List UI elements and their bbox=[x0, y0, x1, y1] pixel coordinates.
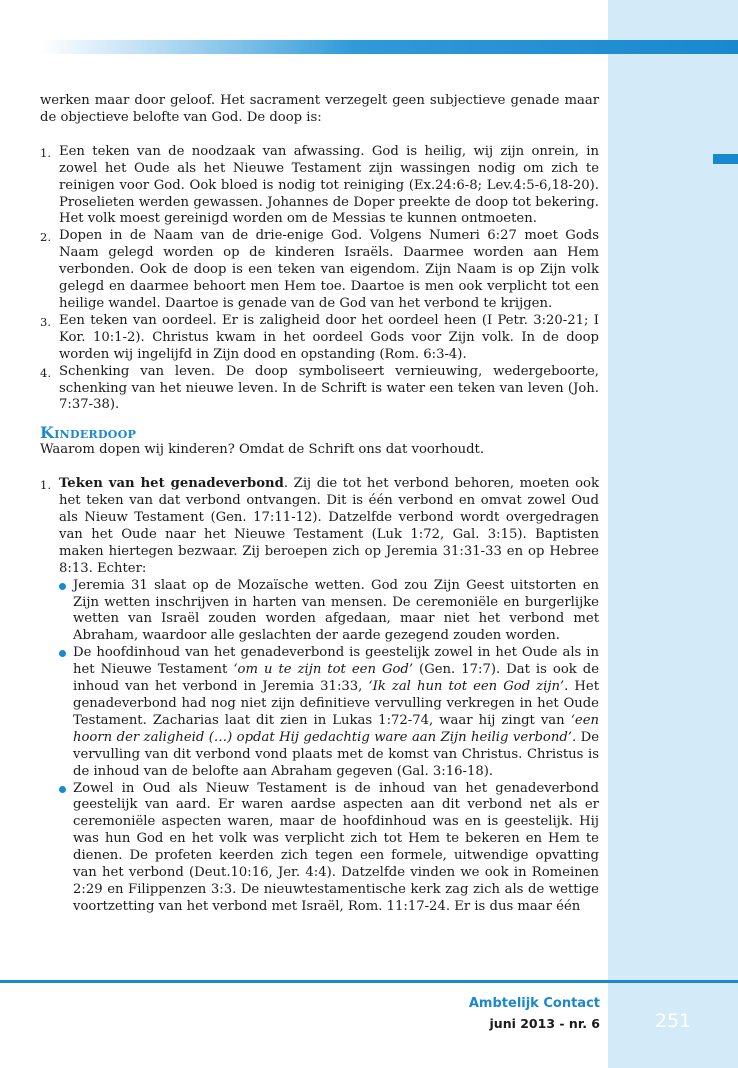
header-gradient-bar bbox=[40, 40, 738, 54]
magazine-title: Ambtelijk Contact bbox=[468, 996, 600, 1011]
list-item: 4. Schenking van leven. De doop symboliseert vernieuwing, wedergeboorte, schenking van het nieuwe leven. In de Schrift is water een teken van leven (Joh. 7:37-38). bbox=[40, 363, 599, 413]
bullet-list bbox=[59, 578, 599, 916]
footer bbox=[469, 994, 600, 1034]
intro-paragraph: werken maar door geloof. Het sacrament verzegelt geen subjectieve genade maar de objectieve belofte van God. De doop is: bbox=[40, 93, 599, 125]
bullet-dot-icon bbox=[59, 786, 66, 793]
bullet-item: Zowel in Oud als Nieuw Testament is de inhoud van het genadeverbond geestelijk van aard. Er waren aardse aspecten aan dit verbond net als er ceremoniële aspecten waren, maar de hoofdinhoud was en is geestelijk. Hij was hun God en het volk was verplicht zich tot Hem te bekeren en Hem te dienen. De profeten keerden zich tegen een formele, uitwendige opvatting van het verbond (Deut.10:16, Jer. 4:4). Datzelfde vinden we ook in Romeinen 2:29 en Filippenzen 3:3. De nieuwtestamentische kerk zag zich als de wettige voortzetting van het verbond met Israël, Rom. 11:17-24. Er is dus maar één bbox=[59, 781, 599, 916]
list-item: 1. Teken van het genadeverbond. Zij die tot het verbond behoren, moeten ook het teken van dat verbond ontvangen. Dit is één verbond en omvat zowel Oud als Nieuw Testament (Gen. 17:11-12). Datzelfde verbond wordt overgedragen van het Oude naar het Nieuwe Testament (Luk 1:72, Gal. 3:15). Baptisten maken hiertegen bezwaar. Zij beroepen zich op Jeremia 31:31-33 en op Hebree 8:13. Echter: Jeremia 31 slaat op de Mozaïsche wetten. God zou Zijn Geest uitstorten en Zijn wetten inschrijven in harten van mensen. De ceremoniële en burgerlijke wetten van Israël zouden worden afgedaan, maar niet het verbond met Abraham, waardoor alle geslachten der aarde gezegend zouden worden. De hoofdinhoud van het genadeverbond is geestelijk zowel in het Oude als in het Nieuwe Testament ‘om u te zijn tot een God’ (Gen. 17:7). Dat is ook de inhoud van het verbond in Jeremia 31:33, ‘Ik zal hun tot een God zijn’. Het genadeverbond had nog niet zijn definitieve vervulling verkregen in het Oude Testament. Zacharias laat dit zien in Lukas 1:72-74, waar hij zingt van ‘een hoorn der zaligheid (…) opdat Hij gedachtig ware aan Zijn heilig verbond’. De vervulling van dit verbond vond plaats met de komst van Christus. Christus is de inhoud van de belofte aan Abraham gegeven (Gal. 3:16-18). Zowel in Oud als Nieuw Testament is de inhoud van het genadeverbond geestelijk van aard. Er waren aardse aspecten aan dit verbond net als er ceremoniële aspecten waren, maar de hoofdinhoud was en is geestelijk. Hij was hun God en het volk was verplicht zich tot Hem te bekeren en Hem te dienen. De profeten keerden zich tegen een formele, uitwendige opvatting van het verbond (Deut.10:16, Jer. 4:4). Datzelfde vinden we ook in Romeinen 2:29 en Filippenzen 3:3. De nieuwtestamentische kerk zag zich als de wettige voortzetting van het verbond met Israël, Rom. 11:17-24. Er is dus maar één bbox=[40, 476, 599, 914]
bullet-item: De hoofdinhoud van het genadeverbond is geestelijk zowel in het Oude als in het Nieuwe Testament ‘om u te zijn tot een God’ (Gen. 17:7). Dat is ook de inhoud van het verbond in Jeremia 31:33, ‘Ik zal hun tot een God zijn’. Het genadeverbond had nog niet zijn definitieve vervulling verkregen in het Oude Testament. Zacharias laat dit zien in Lukas 1:72-74, waar hij zingt van ‘een hoorn der zaligheid (…) opdat Hij gedachtig ware aan Zijn heilig verbond’. De vervulling van dit verbond vond plaats met de komst van Christus. Christus is de inhoud van de belofte aan Abraham gegeven (Gal. 3:16-18). bbox=[59, 645, 599, 780]
sidebar-marker bbox=[713, 154, 738, 164]
article-body bbox=[40, 93, 599, 916]
section-heading: Kinderdoop bbox=[40, 423, 137, 443]
list-item: 3. Een teken van oordeel. Er is zaligheid door het oordeel heen (I Petr. 3:20-21; I Kor. 10:1-2). Christus kwam in het oordeel Gods voor Zijn volk. In de doop worden wij ingelijfd in Zijn dood en opstanding (Rom. 6:3-4). bbox=[40, 312, 599, 362]
bullet-item: Jeremia 31 slaat op de Mozaïsche wetten. God zou Zijn Geest uitstorten en Zijn wetten inschrijven in harten van mensen. De ceremoniële en burgerlijke wetten van Israël zouden worden afgedaan, maar niet het verbond met Abraham, waardoor alle geslachten der aarde gezegend zouden worden. bbox=[59, 578, 599, 646]
bullet-dot-icon bbox=[59, 650, 66, 657]
footer-rule bbox=[0, 980, 738, 983]
list-item: 2. Dopen in de Naam van de drie-enige God. Volgens Numeri 6:27 moet Gods Naam gelegd worden op de kinderen Israëls. Daarmee worden aan Hem verbonden. Ook de doop is een teken van eigendom. Zijn Naam is op Zijn volk gelegd en daarmee behoort men Hem toe. Daartoe is men ook verplicht tot een heilige wandel. Daartoe is genade van de God van het verbond te krijgen. bbox=[40, 228, 599, 311]
section-question: Waarom dopen wij kinderen? Omdat de Schrift ons dat voorhoudt. bbox=[40, 442, 485, 458]
doop-list bbox=[40, 144, 599, 415]
kinderdoop-list bbox=[40, 476, 599, 916]
list-item: 1. Een teken van de noodzaak van afwassing. God is heilig, wij zijn onrein, in zowel het Oude als het Nieuwe Testament zijn wassingen nodig om zich te reinigen voor God. Ook bloed is nodig tot reiniging (Ex.24:6-8; Lev.4:5-6,18-20). Proselieten werden gewassen. Johannes de Doper preekte de doop tot bekering. Het volk moest gereinigd worden om de Messias te kunnen ontmoeten. bbox=[40, 143, 599, 227]
issue-label: juni 2013 - nr. 6 bbox=[489, 1016, 600, 1031]
list-item-title: Teken van het genadeverbond bbox=[59, 476, 284, 492]
page-number: 251 bbox=[654, 1010, 692, 1032]
bullet-dot-icon bbox=[59, 583, 66, 590]
